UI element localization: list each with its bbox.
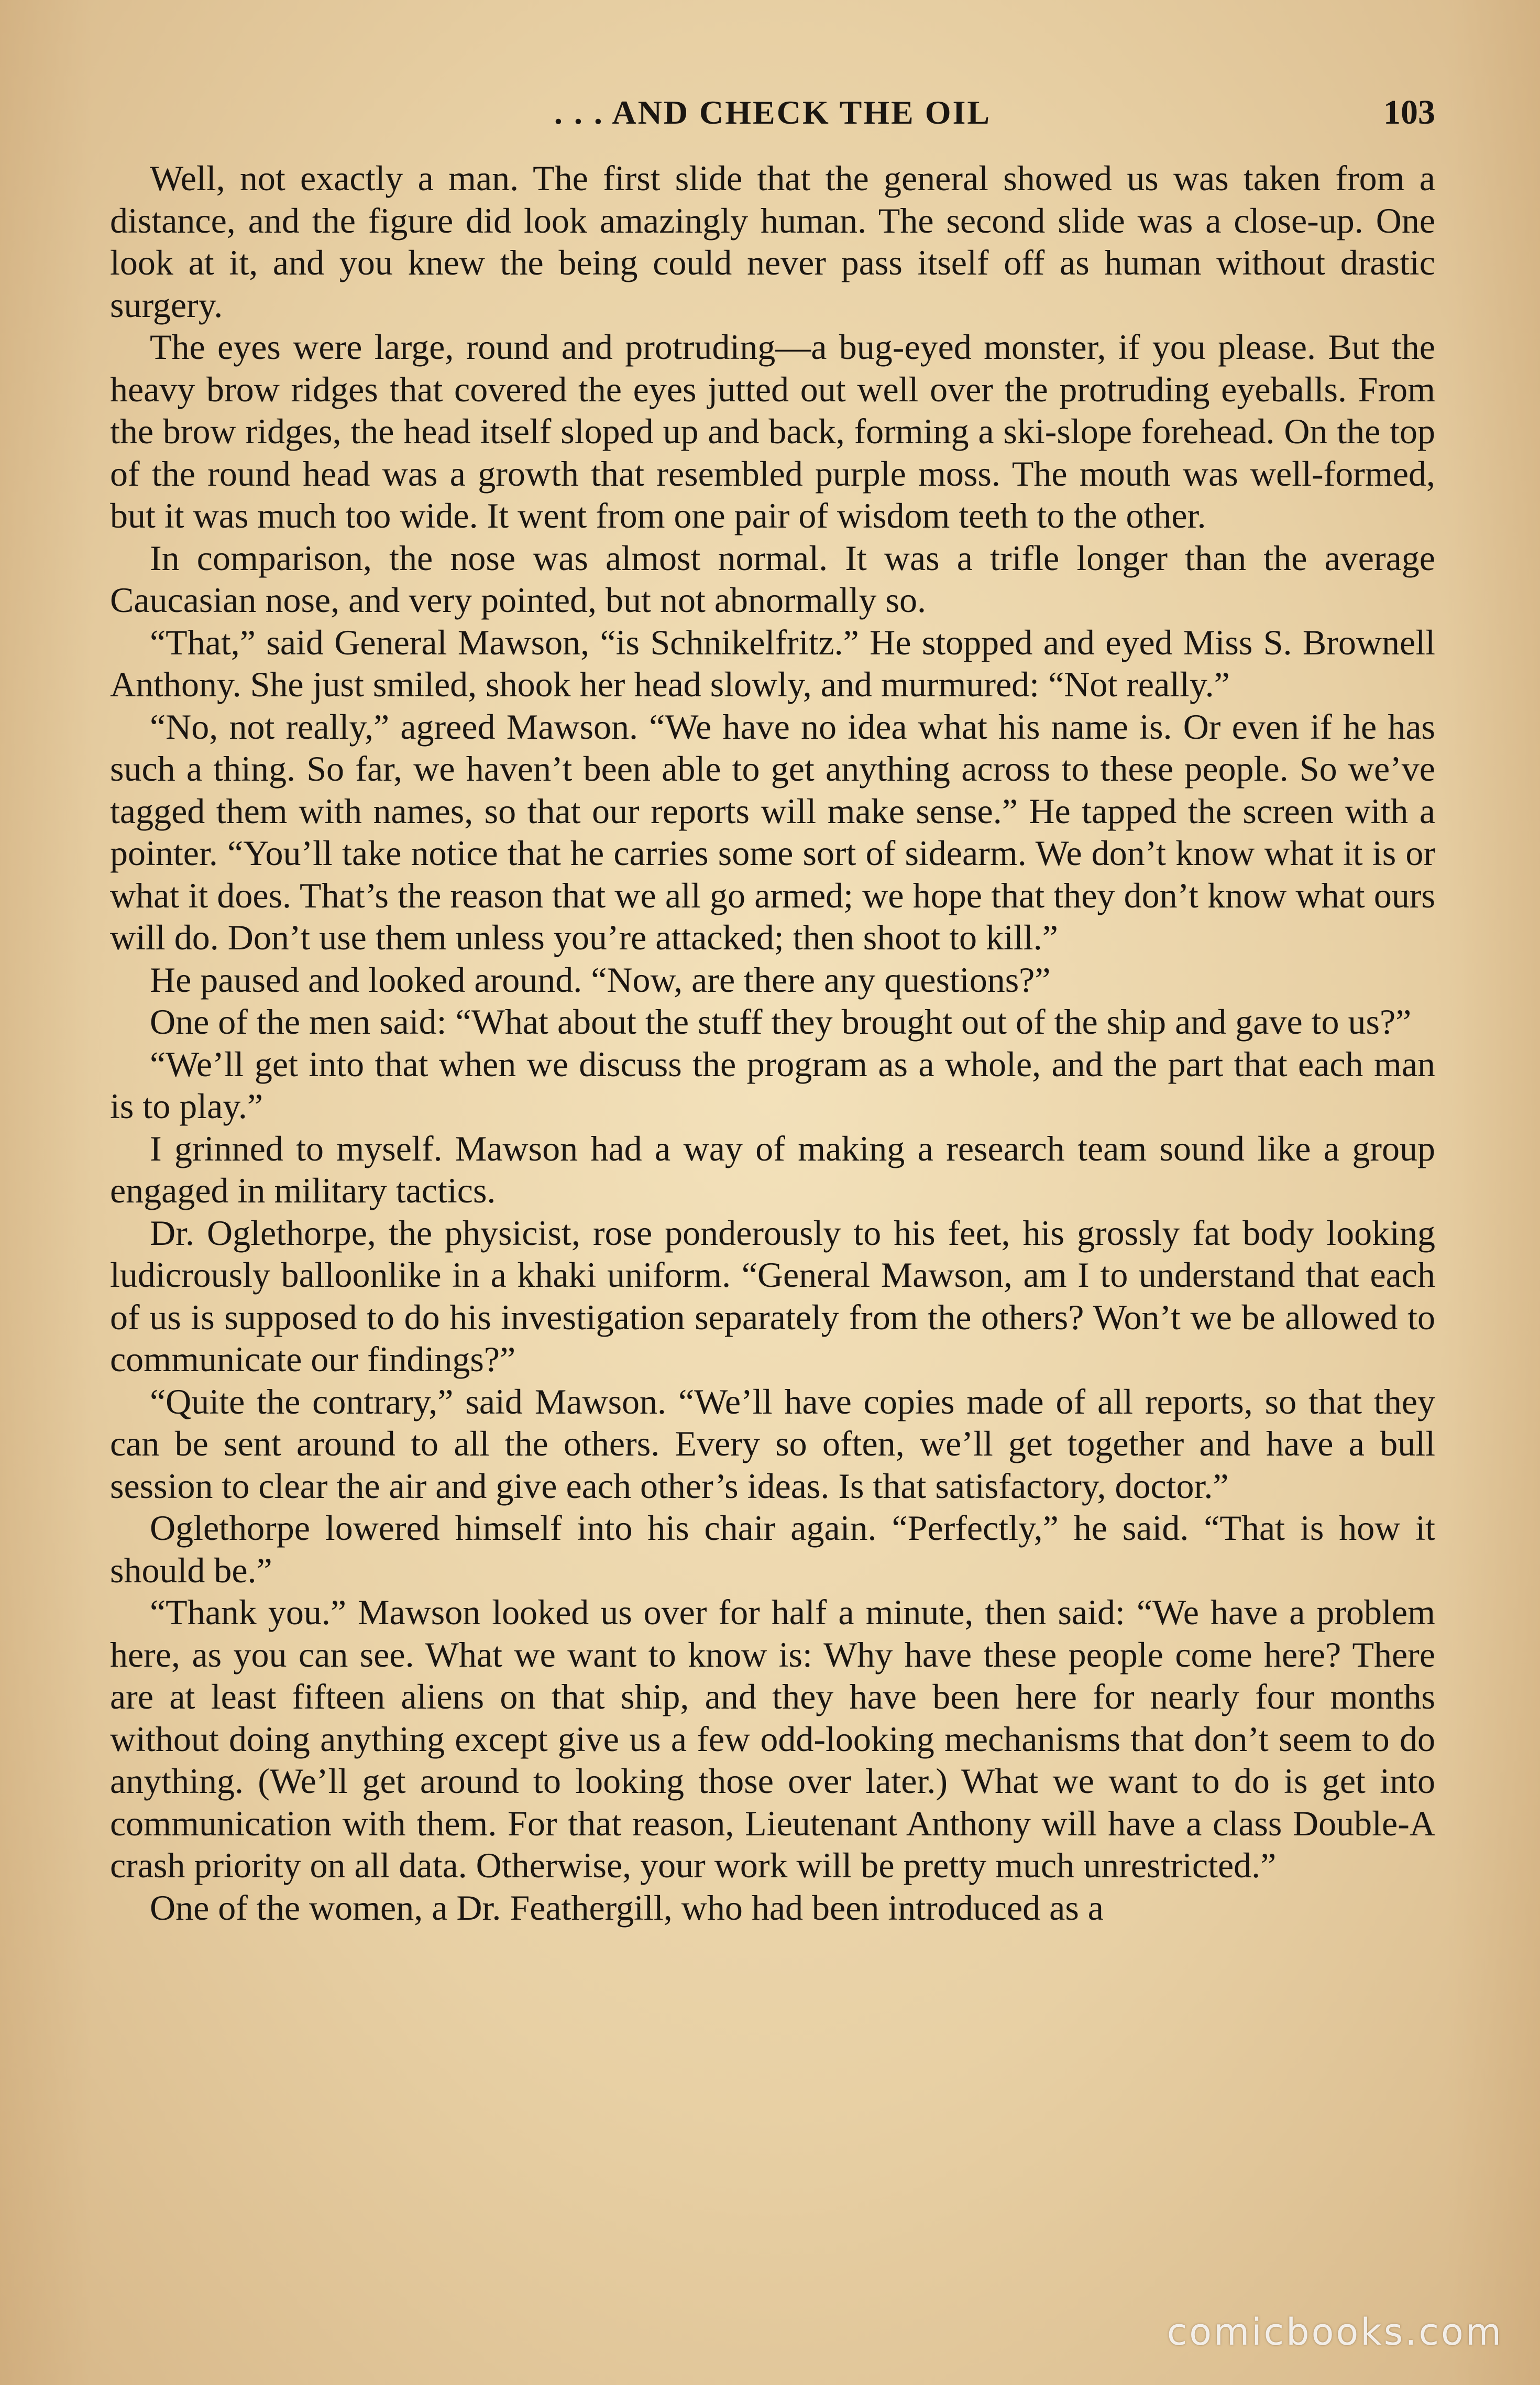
paragraph: “We’ll get into that when we discuss the program as a whole, and the part that each man is to play.” — [110, 1044, 1435, 1126]
page-number: 103 — [1383, 93, 1435, 132]
paragraph: “No, not really,” agreed Mawson. “We have no idea what his name is. Or even if he has such a thing. So far, we haven’t been able to get anything across to these people. So we’ve tagged them with names, so that our reports will make sense.” He tapped the screen with a pointer. “You’ll take notice that he carries some sort of sidearm. We don’t know what it is or what it does. That’s the reason that we all go armed; we hope that they don’t know what ours will do. Don’t use them unless you’re attacked; then shoot to kill.” — [110, 706, 1435, 957]
paragraph: “Quite the contrary,” said Mawson. “We’ll have copies made of all reports, so that they can be sent around to all the others. Every so often, we’ll get together and have a bull session to clear the air and give each other’s ideas. Is that satisfactory, doctor.” — [110, 1381, 1435, 1506]
paragraph: One of the men said: “What about the stuff they brought out of the ship and gave to us?” — [150, 1002, 1412, 1042]
paragraph: Well, not exactly a man. The first slide that the general showed us was taken from a distance, and the figure did look amazingly human. The second slide was a close-up. One look at it, and you knew the being could never pass itself off as human without drastic surgery. — [110, 158, 1435, 325]
paragraph: “Thank you.” Mawson looked us over for half a minute, then said: “We have a problem here, as you can see. What we want to know is: Why have these people come here? There are at least fifteen aliens on that ship, and they have been here for nearly four months without doing anything except give us a few odd-looking mechanisms that don’t seem to do anything. (We’ll get around to looking those over later.) What we want to do is get into communication with them. For that reason, Lieutenant Anthony will have a class Double-A crash priority on all data. Otherwise, your work will be pretty much unrestricted.” — [110, 1592, 1435, 1885]
paragraph: Dr. Oglethorpe, the physicist, rose ponderously to his feet, his grossly fat body looking ludicrously balloonlike in a khaki uniform. “General Mawson, am I to understand that each of us is supposed to do his investigation separately from the others? Won’t we be allowed to communicate our findings?” — [110, 1212, 1435, 1379]
paragraph: In comparison, the nose was almost normal. It was a trifle longer than the average Caucasian nose, and very pointed, but not abnormally so. — [110, 538, 1435, 620]
paragraph: The eyes were large, round and protruding—a bug-eyed monster, if you please. But the heavy brow ridges that covered the eyes jutted out well over the protruding eyeballs. From the brow ridges, the head itself sloped up and back, forming a ski-slope forehead. On the top of the round head was a growth that resembled purple moss. The mouth was well-formed, but it was much too wide. It went from one pair of wisdom teeth to the other. — [110, 327, 1435, 535]
paragraph: I grinned to myself. Mawson had a way of making a research team sound like a group engaged in military tactics. — [110, 1128, 1435, 1210]
paragraph: Oglethorpe lowered himself into his chair again. “Perfectly,” he said. “That is how it should be.” — [110, 1508, 1435, 1590]
running-title: . . . AND CHECK THE OIL — [554, 94, 992, 131]
paragraph: One of the women, a Dr. Feathergill, who had been introduced as a — [150, 1887, 1104, 1928]
watermark: comicbooks.com — [1167, 2311, 1503, 2354]
paragraph: He paused and looked around. “Now, are there any questions?” — [150, 959, 1051, 1000]
body-text — [110, 157, 1435, 1929]
paragraph: “That,” said General Mawson, “is Schnikelfritz.” He stopped and eyed Miss S. Brownell Anthony. She just smiled, shook her head slowly, and murmured: “Not really.” — [110, 622, 1435, 704]
running-head — [110, 84, 1435, 141]
